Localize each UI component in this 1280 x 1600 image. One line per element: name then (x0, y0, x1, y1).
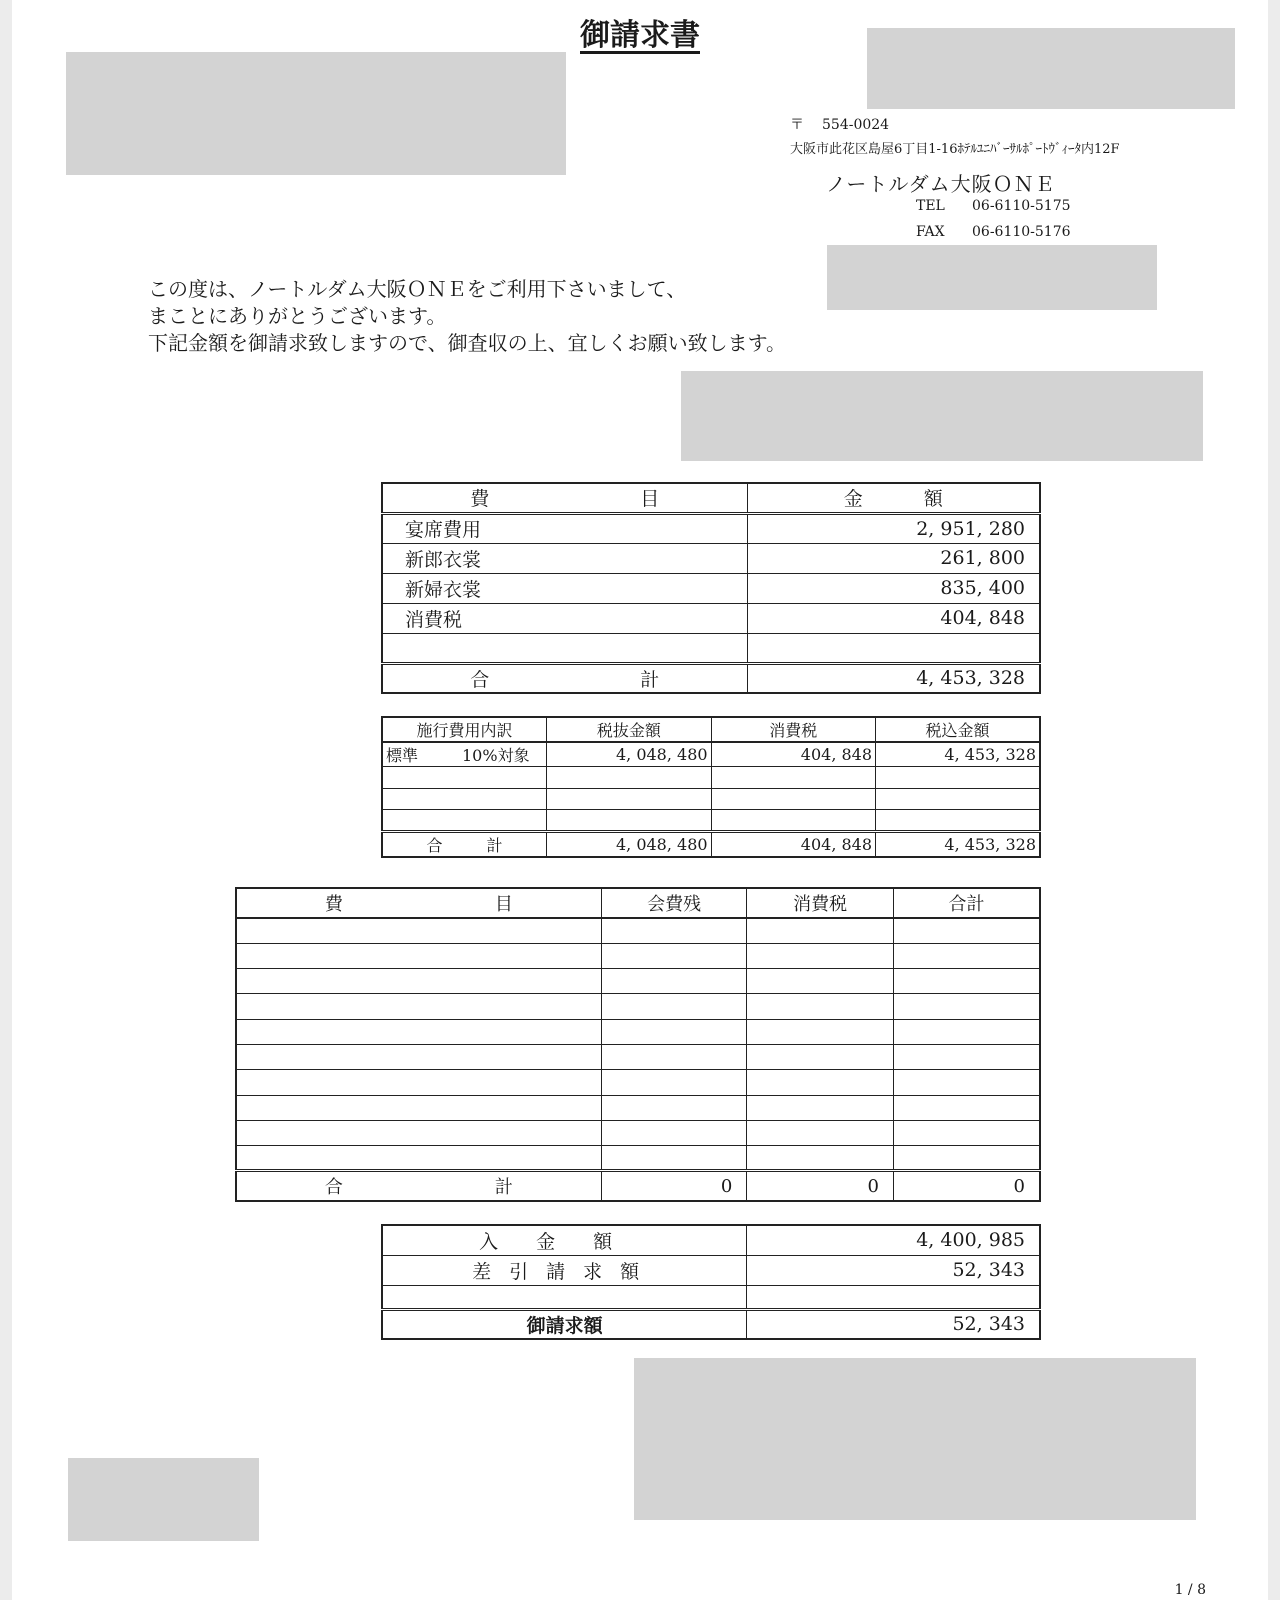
total-row (236, 1171, 1040, 1201)
table-header-row (382, 717, 1040, 742)
balance-amount: 52, 343 (747, 1255, 1040, 1285)
table-row (236, 1146, 1040, 1171)
header-gross: 税込金額 (876, 717, 1040, 742)
header-total: 合計 (893, 888, 1040, 918)
total-tax: 404, 848 (711, 831, 875, 857)
table-row (382, 767, 1040, 789)
total-label: 合 計 (382, 663, 747, 693)
total-row (382, 831, 1040, 857)
amount-cell: 261, 800 (747, 543, 1040, 573)
table-row (382, 1285, 1040, 1309)
redacted-bank-block (634, 1358, 1196, 1520)
total-gross: 4, 453, 328 (876, 831, 1040, 857)
greeting-line: 下記金額を御請求致しますので、御査収の上、宜しくお願い致します。 (148, 331, 786, 355)
table-row (236, 1095, 1040, 1120)
charges-table (381, 482, 1041, 694)
table-row (236, 1070, 1040, 1095)
header-amount: 金 額 (747, 483, 1040, 513)
balance-row (382, 1255, 1040, 1285)
summary-table (381, 1224, 1041, 1340)
empty-cell (747, 633, 1040, 663)
total-row (382, 663, 1040, 693)
paid-label: 入金額 (382, 1225, 747, 1255)
sender-block (790, 114, 1210, 250)
total-tax: 0 (747, 1171, 894, 1201)
greeting-line: この度は、ノートルダム大阪ＯＮＥをご利用下さいまして、 (148, 277, 687, 301)
table-row (236, 969, 1040, 994)
fax-label: FAX (916, 224, 945, 240)
header-breakdown: 施行費用内訳 (382, 717, 547, 742)
sender-company: ノートルダム大阪ＯＮＥ (826, 172, 1056, 196)
sender-address: 大阪市此花区島屋6丁目1-16ﾎﾃﾙﾕﾆﾊﾞｰｻﾙﾎﾟｰﾄｳﾞｨｰﾀ内12F (790, 142, 1120, 157)
total-label: 合 計 (382, 831, 547, 857)
table-row (236, 918, 1040, 943)
table-row (382, 810, 1040, 832)
total-label: 合 計 (236, 1171, 601, 1201)
net-cell: 4, 048, 480 (547, 742, 711, 767)
header-net: 税抜金額 (547, 717, 711, 742)
redacted-footer-block (68, 1458, 259, 1541)
table-header-row (382, 483, 1040, 513)
postal-line (790, 114, 1210, 138)
empty-cell (382, 633, 747, 663)
rate-label: 標準 10%対象 (382, 742, 547, 767)
table-row (382, 788, 1040, 810)
table-row (382, 742, 1040, 767)
tax-cell: 404, 848 (711, 742, 875, 767)
table-row (236, 943, 1040, 968)
header-tax: 消費税 (747, 888, 894, 918)
postal-code: 554-0024 (822, 117, 890, 133)
tel-number: 06-6110-5175 (972, 198, 1071, 214)
amount-cell: 404, 848 (747, 603, 1040, 633)
table-row (382, 513, 1040, 543)
table-row (236, 1120, 1040, 1145)
final-row (382, 1309, 1040, 1339)
paid-amount: 4, 400, 985 (747, 1225, 1040, 1255)
table-row (382, 633, 1040, 663)
item-cell: 消費税 (382, 603, 747, 633)
header-balance: 会費残 (601, 888, 747, 918)
tax-breakdown-table (381, 716, 1041, 858)
fax-line (916, 224, 1210, 250)
final-amount: 52, 343 (747, 1309, 1040, 1339)
total-net: 4, 048, 480 (547, 831, 711, 857)
amount-cell: 2, 951, 280 (747, 513, 1040, 543)
item-cell: 新郎衣裳 (382, 543, 747, 573)
tel-label: TEL (916, 198, 945, 214)
membership-table (235, 887, 1041, 1202)
balance-label: 差引請求額 (382, 1255, 747, 1285)
paid-row (382, 1225, 1040, 1255)
gross-cell: 4, 453, 328 (876, 742, 1040, 767)
table-row (382, 573, 1040, 603)
table-header-row (236, 888, 1040, 918)
final-label: 御請求額 (382, 1309, 747, 1339)
redacted-info-block (681, 371, 1203, 461)
table-row (236, 994, 1040, 1019)
item-cell: 宴席費用 (382, 513, 747, 543)
amount-cell: 835, 400 (747, 573, 1040, 603)
total-balance: 0 (601, 1171, 747, 1201)
postal-mark: 〒 (790, 117, 804, 133)
table-row (382, 603, 1040, 633)
document-title: 御請求書 (580, 18, 700, 53)
header-tax: 消費税 (711, 717, 875, 742)
greeting-line: まことにありがとうございます。 (148, 304, 447, 328)
table-row (236, 1019, 1040, 1044)
header-item: 費 目 (382, 483, 747, 513)
tel-line (916, 198, 1210, 224)
table-row (236, 1044, 1040, 1069)
redacted-stamp-block (827, 245, 1157, 310)
redacted-recipient-block (66, 52, 566, 175)
header-item: 費 目 (236, 888, 601, 918)
greeting-text (148, 276, 786, 357)
total-sum: 0 (893, 1171, 1040, 1201)
item-cell: 新婦衣裳 (382, 573, 747, 603)
total-amount: 4, 453, 328 (747, 663, 1040, 693)
page-indicator: 1 / 8 (1174, 1582, 1206, 1598)
fax-number: 06-6110-5176 (972, 224, 1071, 240)
table-row (382, 543, 1040, 573)
